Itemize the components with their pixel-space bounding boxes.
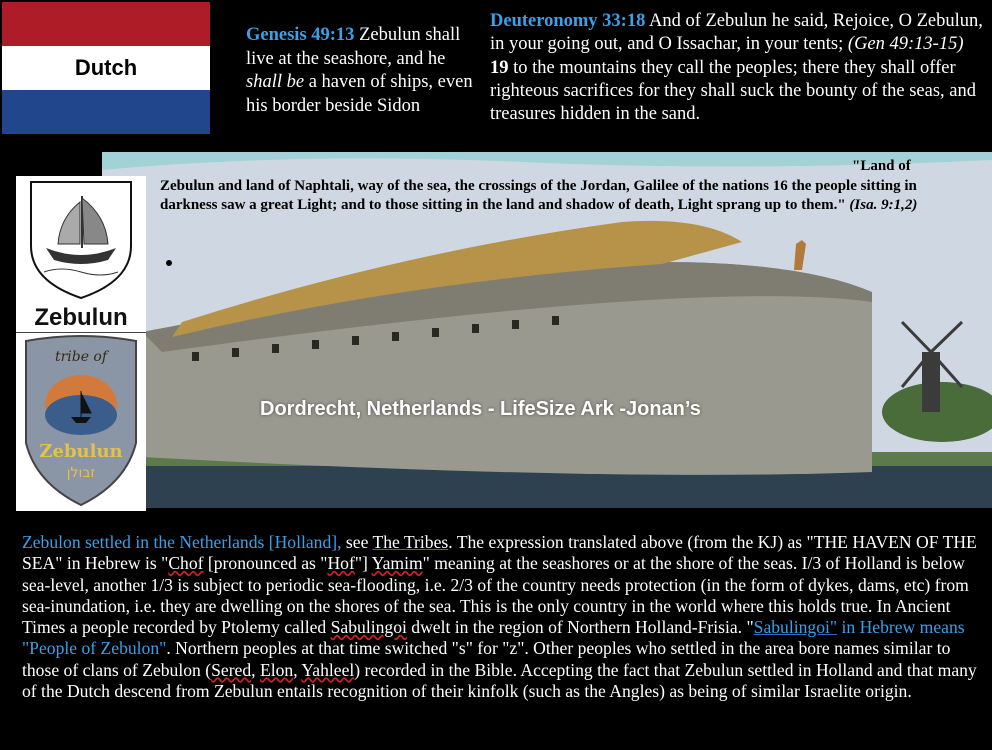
body-text: . The expression translated above (from the KJ) as "THE HAVEN OF THE SEA" in Hebrew is "	[22, 532, 977, 574]
isaiah-quote	[160, 157, 960, 216]
body-word: Elon	[259, 659, 294, 680]
flag-blue-stripe	[2, 90, 210, 134]
flag-label: Dutch	[74, 55, 138, 80]
deuteronomy-ref: Deuteronomy 33:18	[490, 11, 646, 31]
crest-shield-icon	[16, 333, 146, 511]
dutch-flag	[2, 2, 210, 134]
body-text: ) recorded in the Bible. Accepting the fact that Zebulun settled in Holland and that many of the Dutch descend from Zebulun entails recognition of their kinfolk (such as the Angles) as being of similar Israelite origin.	[22, 659, 977, 702]
ship-shield-icon	[16, 176, 146, 302]
body-text: . Northern peoples at that time switched "s" for "z". Other peoples who settled in the area bore names similar to those of clans of Zebulon (	[22, 638, 951, 680]
body-intro: Zebulon settled in the Netherlands [Holland],	[22, 532, 342, 552]
isaiah-ref: (Isa. 9:1,2)	[849, 197, 918, 213]
body-word: Chof	[168, 553, 204, 574]
body-paragraph	[22, 532, 980, 702]
the-tribes-link[interactable]: The Tribes	[372, 532, 449, 552]
body-text: ,	[293, 659, 302, 680]
flag-white-stripe	[2, 46, 210, 90]
body-text: see	[341, 532, 373, 552]
badge1-label: Zebulun	[34, 304, 128, 331]
genesis-verse	[246, 24, 482, 118]
body-text: " meaning at the seashores or at the shore of the seas. I/3 of Holland is below sea-level, another 1/3 is subject to periodic sea-flooding, i.e. 2/3 of the country needs protection (in the form of dykes, dams, etc) from sea-inundation, i.e. they are dwelling on the shores of the sea. This is the only country in the world where this holds true. In Ancient Times a people recorded by Ptolemy called	[22, 553, 969, 638]
deuteronomy-verse	[490, 10, 986, 126]
deuteronomy-cross-ref: (Gen 49:13-15)	[847, 34, 964, 55]
deuteronomy-text-b: to the mountains they call the peoples; there they shall offer righteous sacrifices for they shall suck the bounty of the seas, and treasures hidden in the sand.	[490, 57, 977, 125]
body-word: Yamim	[371, 553, 423, 574]
tribe-of-zebulun-crest	[16, 332, 146, 511]
body-word: Yahleel	[301, 659, 355, 680]
crest-name-text: Zebulun	[39, 441, 123, 462]
bullet-dot	[166, 260, 172, 266]
isaiah-text: "Land of Zebulun and land of Naphtali, way of the sea, the crossings of the Jordan, Galilee of the nations 16 the people sitting in darkness saw a great Light; and to those sitting in the land and shadow of death, Light sprang up to them."	[160, 158, 917, 213]
body-word: Sered	[211, 659, 252, 680]
genesis-italic: shall be	[246, 72, 305, 92]
genesis-text-a: Zebulun shall live at the seashore, and he	[246, 25, 461, 69]
crest-hebrew-text: זבולן	[66, 465, 96, 481]
body-highlight: in Hebrew means "People of Zebulon"	[22, 617, 965, 659]
crest-top-text: tribe of	[54, 349, 108, 365]
body-text: ,	[251, 659, 260, 680]
body-word: Sabulingoi	[330, 617, 407, 638]
body-word: Hof	[327, 553, 355, 574]
body-text: [pronounced as "	[203, 553, 328, 574]
genesis-text-b: a haven of ships, even his border beside Sidon	[246, 72, 473, 116]
body-text: "]	[354, 553, 372, 574]
zebulun-shield-badge	[16, 176, 146, 332]
body-text: dwelt in the region of Northern Holland-Frisia. "	[406, 617, 754, 638]
sabulingoi-link[interactable]: Sabulingoi"	[753, 617, 838, 638]
flag-red-stripe	[2, 2, 210, 46]
photo-caption: Dordrecht, Netherlands - LifeSize Ark -Jonan’s	[260, 398, 701, 420]
deuteronomy-text-a: And of Zebulun he said, Rejoice, O Zebulun, in your going out, and O Issachar, in your tents;	[490, 11, 983, 55]
deuteronomy-verse-num: 19	[490, 57, 509, 78]
genesis-ref: Genesis 49:13	[246, 25, 355, 45]
